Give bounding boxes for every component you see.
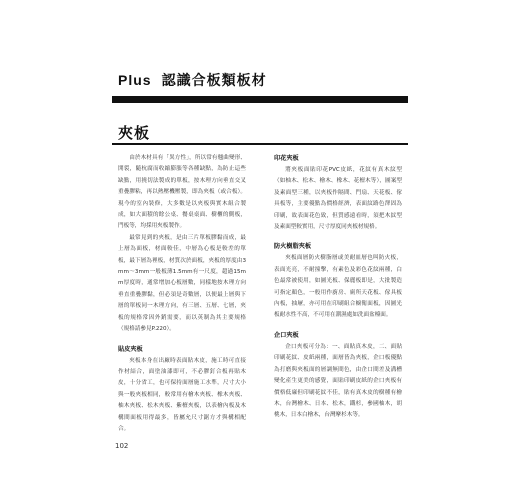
intro-paragraph-1: 由於木材具有「異方性」，所以常有翹曲變形、開裂，隨杭腐而收縮膨脹等各種缺點，為防止這些缺點，用撓切法製成的單板，按木理方向垂直交叉重疊膠粘，再以熱壓機壓製，即為夾板（或合板）。現今的室內裝修，大多數是以夾板與實木組合製成，如大面積的餘公桌、餐桌桌面、樹櫃的側板，門板等，均採用夾板製作。 bbox=[118, 155, 246, 230]
mouth-heading: 企口夾板 bbox=[274, 331, 299, 339]
fire-paragraph: 夾板面層防火樹脂層或美耐皿層也叫防火板，表面光亮，不耐撞擊，有素色及彩色花紋兩種，白色最常被使用，如圖光板、保麗板即是，大批製造可指定顏色，一般用作廚房、廁所天花板、傢具板內板，抽屜，亦可用在印刷組合櫥衛面板，因圖光板耐水性不高，不可用在潮濕處如洗面盆檯面。 bbox=[274, 255, 402, 319]
print-paragraph: 將夾板面貼印花PVC皮紙，花紋有真木紋型（如柚木、松木、檜木、橡木、花檀木等），圖案型及素面型三種，以夾板作隔間、門扇、天花板、傢具板等，主要優點為價格經濟，表面紋路色澤固為印刷，故表面花色致，但質感遠看時，須把木紋型及素面型較實用，尺寸厚度同夾板材規格。 bbox=[274, 167, 402, 231]
header-bar bbox=[112, 96, 408, 103]
plus-label: Plus bbox=[118, 72, 152, 88]
right-column bbox=[274, 153, 402, 422]
veneer-paragraph: 夾板本身在出廠時表面貼木皮，施工時可直接作材結合，面塗油漆即可，不必膠釘合板再貼木皮，十分省工，也可保持面層施工水準，尺寸大小與一般夾板相同，較常用有檜木夾板、橡木夾板、柚木夾板、松木夾板、紫檀夾板，以表檜內板及木構間面板用得最多，皆屬允尺寸鋸方才與構相配合。 bbox=[118, 357, 246, 432]
fire-heading: 防火樹脂夾板 bbox=[274, 243, 312, 251]
page-number: 102 bbox=[115, 442, 129, 450]
section-title: 夾板 bbox=[118, 124, 151, 142]
mouth-paragraph: 企口夾板可分為：一、面貼真木皮，二、面貼印刷花紋、皮紙兩種，面層皆為夾板，企口板優點為打磨與夾板面的層調無間色，由企口間差及溝槽變化產生更美的感覺，面貼印刷皮紙的企口夾板有價格低廉但印刷花紋不佳，貼有真木皮的樹種有檜木，台灣檜木、日本、松木，鐵杉，參國柚木，胡桃木，日本白檜木，台灣摩杉木等。 bbox=[274, 343, 402, 419]
print-heading: 印花夾板 bbox=[274, 155, 299, 162]
intro-paragraph-2: 最常見到的夾板，是由三片單板膠黏而成，最上層為面板，材面較佳，中層為心板是較差的單板，最下層為裡板，材質次於面板，夾板的厚度由3mm～3mm一般板薄1.5mm有一尺度，超過15mm厚度時，通常增加心板層數，同樣地按木理方向垂直重疊膠黏，但必須是奇數層，以便最上層與下層的單板同一木理方向，有三層、五層、七層，夾板的規格常因外銷需要，而以英制為其主要規格（規格請參見P.220）。 bbox=[118, 234, 246, 333]
chapter-header bbox=[118, 70, 267, 90]
left-column bbox=[118, 153, 246, 435]
chapter-title: 認識合板類板材 bbox=[161, 73, 267, 89]
section-rule bbox=[112, 143, 408, 145]
veneer-heading: 貼皮夾板 bbox=[118, 345, 143, 353]
